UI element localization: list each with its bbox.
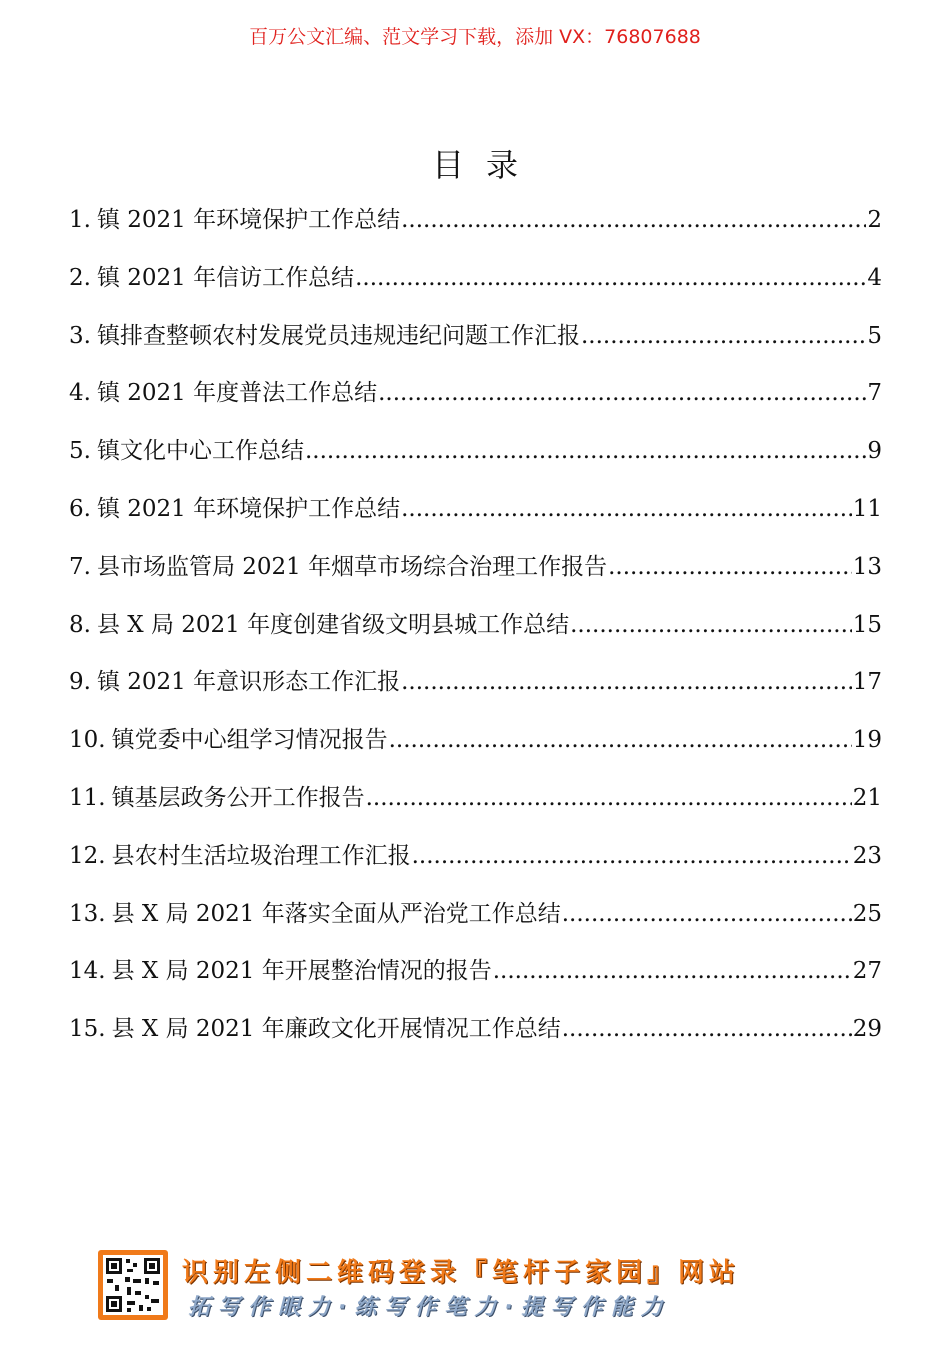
toc-dot-leader <box>493 947 852 995</box>
toc-entry[interactable] <box>69 196 882 254</box>
toc-entry-page: 5 <box>867 322 882 349</box>
toc-dot-leader <box>401 485 852 533</box>
toc-entry-title: 县 X 局 2021 年开展整治情况的报告 <box>111 958 492 985</box>
toc-dot-leader <box>305 427 866 475</box>
toc-entry[interactable] <box>69 254 882 312</box>
toc-dot-leader <box>366 774 852 822</box>
toc-entry-title: 镇 2021 年环境保护工作总结 <box>96 495 401 522</box>
toc-dot-leader <box>389 716 852 764</box>
toc-entry-title: 镇 2021 年度普法工作总结 <box>96 380 378 407</box>
toc-dot-leader <box>412 832 852 880</box>
page-title: 目录 <box>431 146 540 184</box>
toc-entry[interactable] <box>69 485 882 543</box>
toc-dot-leader <box>401 196 866 244</box>
toc-entry-number: 4. <box>69 380 91 407</box>
toc-entry[interactable] <box>69 947 882 1005</box>
toc-entry-page: 23 <box>852 842 882 869</box>
toc-entry-number: 7. <box>69 553 91 580</box>
toc-entry-title: 县 X 局 2021 年落实全面从严治党工作总结 <box>111 900 561 927</box>
toc-entry-number: 13. <box>69 900 106 927</box>
toc-entry-page: 25 <box>852 900 882 927</box>
toc-entry-page: 9 <box>867 438 882 465</box>
toc-entry-title: 县 X 局 2021 年度创建省级文明县城工作总结 <box>96 611 570 638</box>
toc-entry-page: 29 <box>852 1016 882 1043</box>
toc-entry[interactable] <box>69 601 882 659</box>
toc-entry-title: 县农村生活垃圾治理工作汇报 <box>111 842 411 869</box>
toc-entry[interactable] <box>69 658 882 716</box>
toc-entry-page: 2 <box>867 207 882 233</box>
toc-entry-title: 镇 2021 年意识形态工作汇报 <box>96 669 401 696</box>
toc-entry[interactable] <box>69 1005 882 1063</box>
toc-entry-number: 5. <box>69 438 91 465</box>
toc-entry-number: 1. <box>69 207 91 233</box>
toc-entry-number: 15. <box>69 1016 106 1043</box>
footer-banner <box>98 1250 858 1322</box>
toc-entry-page: 13 <box>852 553 882 580</box>
toc-entry[interactable] <box>69 716 882 774</box>
toc-dot-leader <box>570 601 852 649</box>
toc-entry-title: 镇基层政务公开工作报告 <box>111 784 365 811</box>
toc-entry-title: 镇党委中心组学习情况报告 <box>111 727 388 754</box>
toc-entry-page: 17 <box>852 669 882 696</box>
toc-dot-leader <box>608 543 852 591</box>
toc-entry-title: 镇 2021 年环境保护工作总结 <box>96 207 401 233</box>
header-note: 百万公文汇编、范文学习下载，添加 VX：76807688 <box>249 26 701 48</box>
toc-entry-number: 14. <box>69 958 106 985</box>
toc-dot-leader <box>355 254 866 302</box>
toc-entry-number: 10. <box>69 727 106 754</box>
toc-entry[interactable] <box>69 312 882 370</box>
toc-entry-title: 镇 2021 年信访工作总结 <box>96 264 355 291</box>
toc-entry-page: 4 <box>867 264 882 291</box>
toc-entry[interactable] <box>69 832 882 890</box>
toc-entry-title: 县 X 局 2021 年廉政文化开展情况工作总结 <box>111 1016 561 1043</box>
toc-entry[interactable] <box>69 543 882 601</box>
toc-entry-number: 12. <box>69 842 106 869</box>
toc-entry-number: 2. <box>69 264 91 291</box>
toc-entry-page: 11 <box>852 495 882 522</box>
toc-entry-number: 6. <box>69 495 91 522</box>
toc-entry[interactable] <box>69 427 882 485</box>
toc-entry-number: 9. <box>69 669 91 696</box>
toc-entry[interactable] <box>69 369 882 427</box>
table-of-contents <box>69 196 882 1063</box>
toc-entry[interactable] <box>69 774 882 832</box>
qr-code-icon[interactable] <box>98 1250 168 1320</box>
toc-dot-leader <box>401 658 852 706</box>
toc-entry-number: 11. <box>69 784 106 811</box>
toc-entry-title: 县市场监管局 2021 年烟草市场综合治理工作报告 <box>96 553 608 580</box>
toc-dot-leader <box>378 369 866 417</box>
toc-entry-number: 8. <box>69 611 91 638</box>
toc-entry-number: 3. <box>69 322 91 349</box>
toc-entry-title: 镇文化中心工作总结 <box>96 438 304 465</box>
toc-dot-leader <box>581 312 866 360</box>
toc-entry-page: 15 <box>852 611 882 638</box>
footer-slogan-main: 识别左侧二维码登录『笔杆子家园』网站 <box>182 1258 741 1288</box>
footer-slogan-sub: 拓写作眼力·练写作笔力·提写作能力 <box>188 1295 671 1320</box>
toc-dot-leader <box>562 1005 852 1053</box>
toc-dot-leader <box>562 890 852 938</box>
toc-entry[interactable] <box>69 890 882 948</box>
toc-entry-page: 7 <box>867 380 882 407</box>
toc-entry-title: 镇排查整顿农村发展党员违规违纪问题工作汇报 <box>96 322 580 349</box>
toc-entry-page: 21 <box>852 784 882 811</box>
toc-entry-page: 27 <box>852 958 882 985</box>
toc-entry-page: 19 <box>852 727 882 754</box>
